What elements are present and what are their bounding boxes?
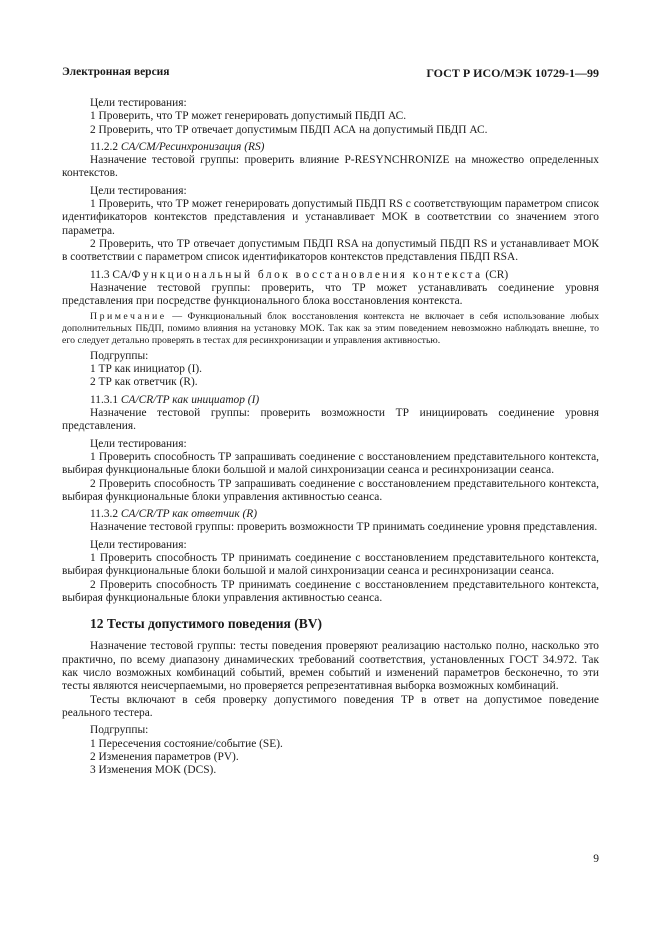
page-number: 9 [593, 853, 599, 865]
subsection-heading-11-3-2 [62, 508, 599, 521]
heading-number: 11.3.2 [90, 508, 121, 521]
paragraph: Назначение тестовой группы: проверить возможности ТР принимать соединение уровня представления. [90, 521, 598, 534]
list-item: 1 Проверить способность ТР запрашивать соединение с восстановлением представительного контекста, выбирая функциональные блоки большой и малой синхронизации сеанса и ресинхронизации сеанса. [62, 450, 599, 477]
list-item: 2 ТР как ответчик (R). [90, 376, 198, 389]
list-item: 2 Проверить способность ТР запрашивать соединение с восстановлением представительного контекста, выбирая функциональные блоки управления активностью сеанса. [62, 477, 599, 503]
list-item: 2 Проверить, что ТР отвечает допустимым ПБДП RSA на допустимый ПБДП RS и устанавливает МОК в соответствии с параметром список идентификаторов контекстов представления ПБДП RSA. [62, 237, 599, 264]
heading-tail: (CR) [482, 268, 509, 281]
subsection-heading-11-3-1 [62, 394, 599, 407]
paragraph: Назначение тестовой группы: проверить возможности ТР инициировать соединение уровня представления. [62, 407, 599, 433]
note-text: — Функциональный блок восстановления контекста не включает в себя использование любых дополнительных ПБДП, помимо влияния на установку МОК. Так как за этим поведением невозможно наблюдать внешне, то его следует детально проверять в тестах для ресинхронизации и управления активностью. [62, 311, 599, 347]
list-item: 2 Проверить, что ТР отвечает допустимым ПБДП АСА на допустимый ПБДП АС. [90, 123, 488, 136]
list-item: 1 Проверить, что ТР может генерировать допустимый ПБДП RS с соответствующим параметром список идентификаторов контекстов представления и устанавливает МОК в соответствии со значением этого параметра. [62, 198, 599, 237]
heading-title: CA/CM/Ресинхронизация (RS) [120, 140, 265, 153]
heading-number: 11.3 CA/ [90, 268, 132, 281]
list-item: 3 Изменения МОК (DCS). [90, 764, 217, 777]
paragraph: Цели тестирования: [90, 538, 187, 551]
paragraph: Тесты включают в себя проверку допустимого поведения ТР в ответ на допустимое поведение реального тестера. [62, 693, 599, 719]
paragraph: Подгруппы: [90, 724, 149, 737]
list-item: 2 Проверить способность ТР принимать соединение с восстановлением представительного контекста, выбирая функциональные блоки управления активностью сеанса. [62, 578, 599, 604]
subsection-heading-11-2-2 [62, 141, 599, 154]
heading-title: CA/CR/TP как ответчик (R) [120, 508, 258, 521]
note-label: Примечание [90, 311, 167, 323]
paragraph: Назначение тестовой группы: проверить, что ТР может устанавливать соединение уровня представления при посредстве функционального блока восстановления контекста. [62, 281, 599, 308]
heading-number: 11.3.1 [90, 393, 121, 406]
list-item: 1 Проверить, что ТР может генерировать допустимый ПБДП АС. [90, 110, 407, 123]
heading-number: 11.2.2 [90, 140, 121, 153]
list-item: 1 ТР как инициатор (I). [90, 363, 203, 376]
subsection-heading-11-3 [62, 269, 599, 282]
header-standard-number: ГОСТ Р ИСО/МЭК 10729-1—99 [426, 66, 599, 80]
paragraph: Назначение тестовой группы: тесты поведения проверяют реализацию настолько полно, насколько это практично, по всему диапазону динамических требований соответствия, установленных ГОСТ 34.972. Так как число возможных комбинаций событий, времен событий и изменений параметров бесконечно, то эти тесты являются неисчерпаемыми, но проверяется репрезентативная выборка возможных комбинаций. [62, 640, 599, 693]
paragraph: Подгруппы: [90, 349, 149, 362]
list-item: 2 Изменения параметров (PV). [90, 750, 239, 763]
document-body [62, 97, 599, 777]
paragraph: Назначение тестовой группы: проверить влияние P-RESYNCHRONIZE на множество определенных контекстов. [62, 154, 599, 180]
list-item: 1 Проверить способность ТР принимать соединение с восстановлением представительного контекста, выбирая функциональные блоки большой и малой синхронизации сеанса и ресинхронизации сеанса. [62, 552, 599, 578]
paragraph: Цели тестирования: [90, 97, 187, 109]
paragraph: Цели тестирования: [90, 437, 187, 450]
heading-title: Функциональный блок восстановления контекста [131, 268, 483, 281]
header-electronic-version: Электронная версия [62, 66, 170, 78]
heading-title: CA/CR/TP как инициатор (I) [120, 393, 260, 406]
section-heading-12: 12 Тесты допустимого поведения (BV) [90, 616, 322, 632]
paragraph: Цели тестирования: [90, 184, 187, 197]
list-item: 1 Пересечения состояние/событие (SE). [90, 737, 283, 750]
note [62, 311, 599, 346]
